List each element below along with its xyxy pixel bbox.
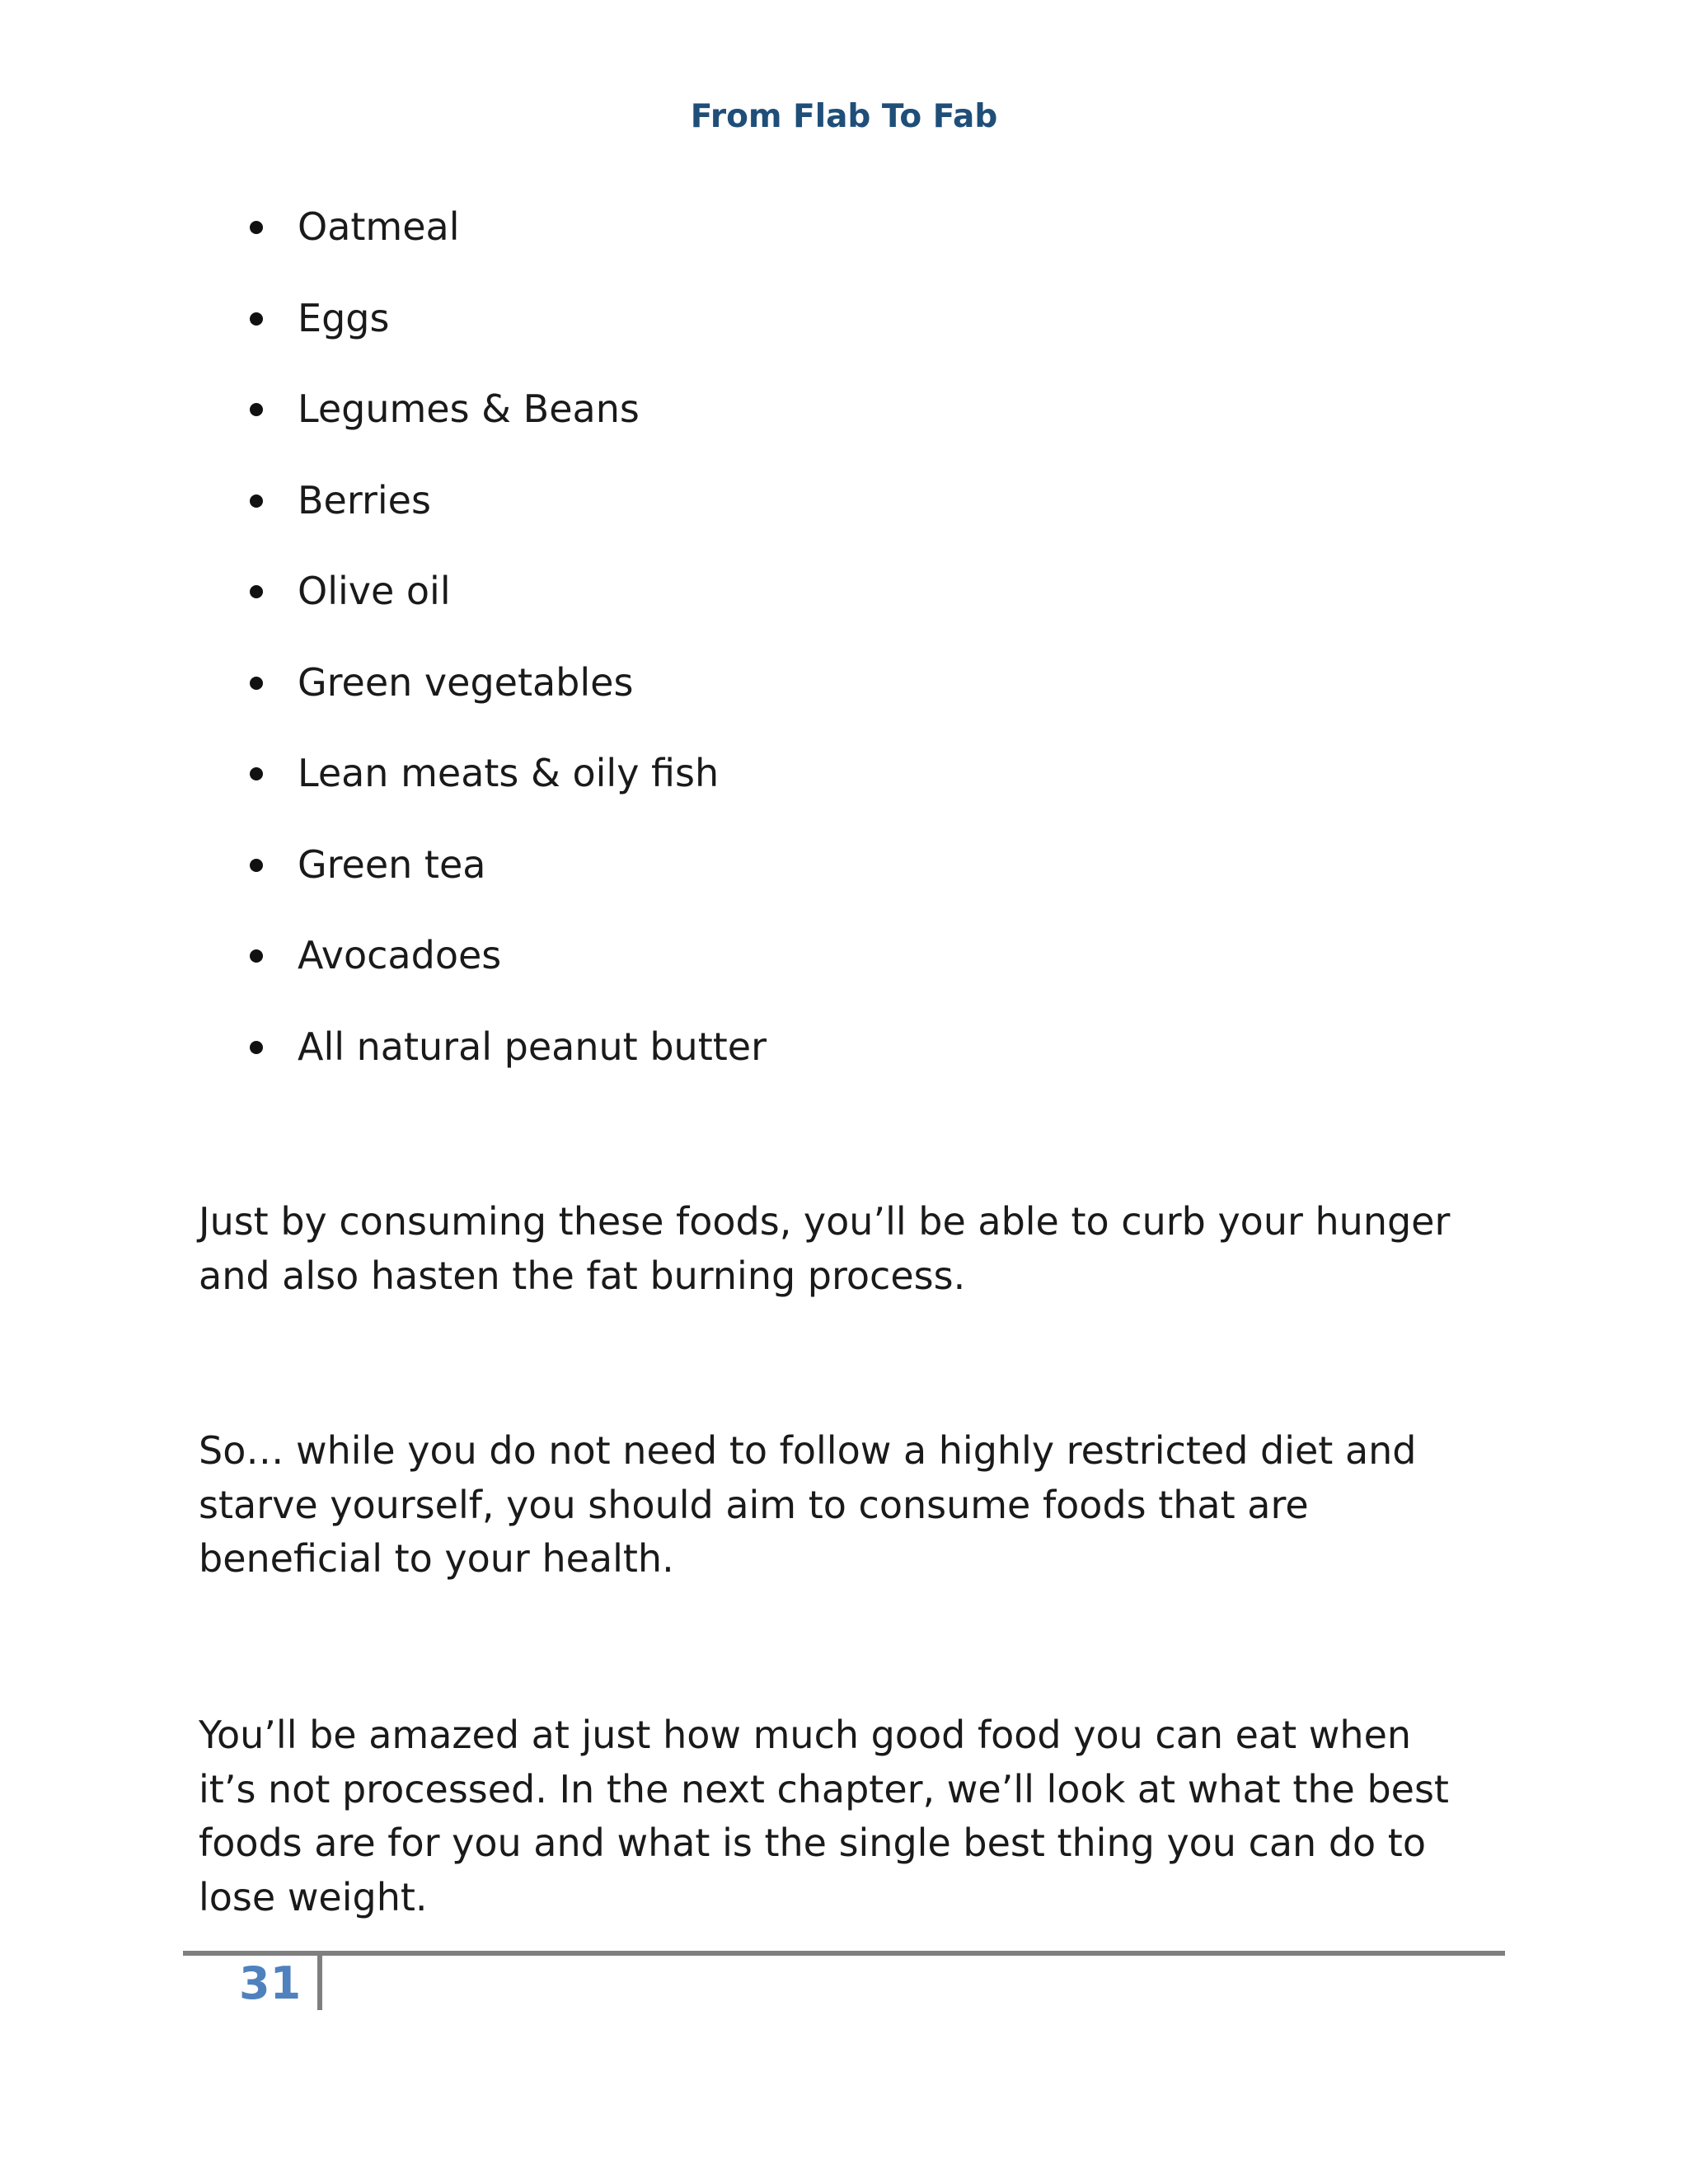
paragraph-line: beneficial to your health.: [199, 1536, 674, 1581]
paragraph-line: starve yourself, you should aim to consume foods that are: [199, 1482, 1309, 1527]
paragraph-line: So… while you do not need to follow a highly restricted diet and: [199, 1428, 1417, 1473]
list-item: All natural peanut butter: [0, 1022, 767, 1113]
paragraph-line: it’s not processed. In the next chapter, we’ll look at what the best: [199, 1766, 1449, 1811]
paragraph-line: Just by consuming these foods, you’ll be able to curb your hunger: [199, 1199, 1451, 1244]
list-item: Olive oil: [0, 566, 767, 658]
list-item: Green tea: [0, 840, 767, 931]
paragraph-line: and also hasten the fat burning process.: [199, 1253, 966, 1298]
list-item: Lean meats & oily fish: [0, 748, 767, 840]
food-bullet-list: [0, 202, 767, 1113]
list-item: Legumes & Beans: [0, 384, 767, 476]
footer-page-separator: [317, 1956, 322, 2010]
page-header-title: From Flab To Fab: [690, 98, 998, 135]
list-item: Eggs: [0, 293, 767, 385]
page-number: 31: [239, 1957, 302, 2009]
body-paragraph: [199, 1195, 1517, 1303]
list-item: Oatmeal: [0, 202, 767, 293]
list-item: Avocadoes: [0, 930, 767, 1022]
paragraph-line: foods are for you and what is the single best thing you can do to: [199, 1821, 1426, 1865]
body-paragraph: [199, 1424, 1517, 1586]
list-item: Berries: [0, 476, 767, 567]
footer-divider: [183, 1951, 1505, 1956]
body-paragraph: [199, 1708, 1517, 1924]
paragraph-line: You’ll be amazed at just how much good food you can eat when: [199, 1713, 1412, 1757]
list-item: Green vegetables: [0, 658, 767, 749]
paragraph-line: lose weight.: [199, 1874, 428, 1919]
